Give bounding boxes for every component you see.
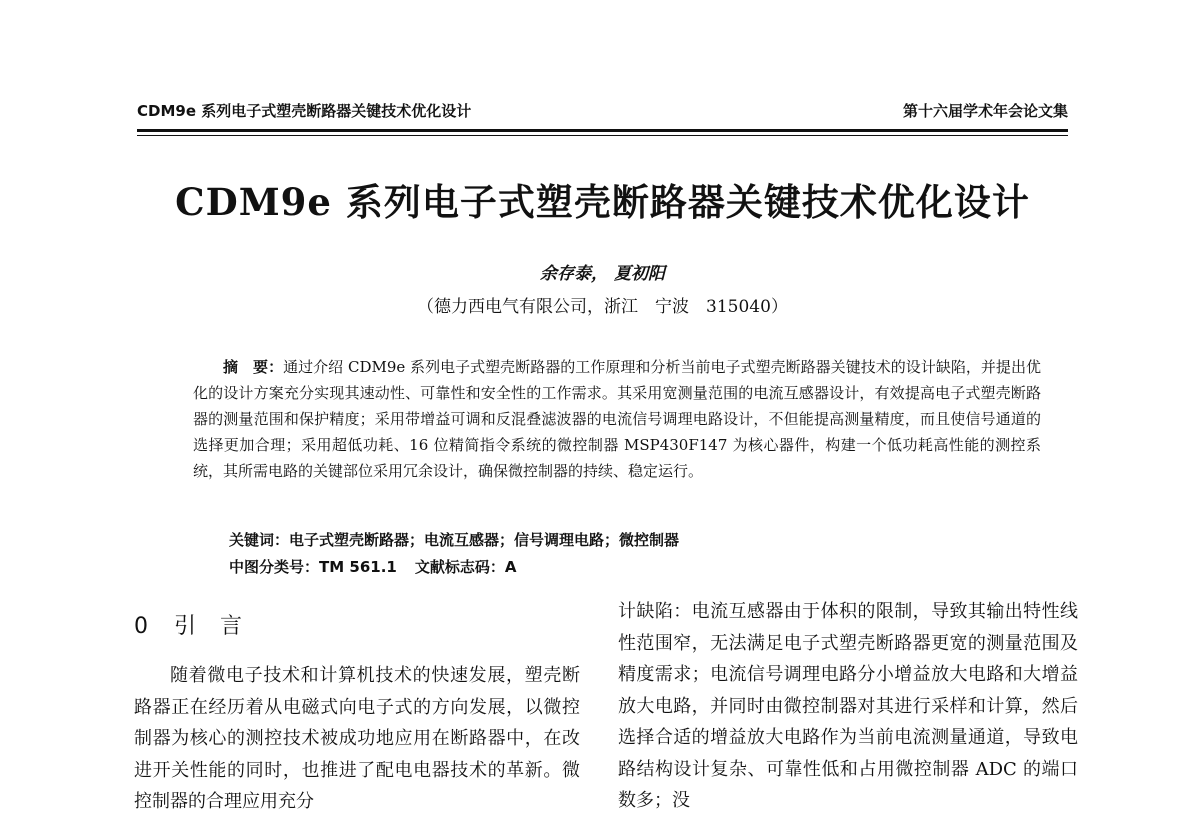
keywords-label: 关键词： (229, 531, 290, 549)
abstract-label: 摘 要： (223, 358, 284, 376)
keywords-text: 电子式塑壳断路器；电流互感器；信号调理电路；微控制器 (289, 531, 680, 549)
classification-label: 中图分类号： (229, 558, 320, 576)
keywords (229, 528, 679, 552)
authors: 余存泰， 夏初阳 (540, 264, 665, 284)
header-rule-thin (137, 135, 1068, 136)
running-header (137, 101, 1068, 129)
classification (229, 555, 516, 579)
abstract (193, 354, 1041, 484)
section-title: 引言 (174, 614, 267, 639)
document-code: A (504, 558, 517, 576)
document-code-label: 文献标志码： (414, 558, 505, 576)
body-column-right (618, 596, 1078, 817)
classification-code: TM 561.1 (319, 558, 397, 576)
header-rule-thick (137, 129, 1068, 132)
running-header-right: 第十六届学术年会论文集 (902, 102, 1068, 120)
affiliation: （德力西电气有限公司，浙江 宁波 315040） (417, 297, 788, 317)
body-paragraph-left: 随着微电子技术和计算机技术的快速发展，塑壳断路器正在经历着从电磁式向电子式的方向发展，以微控制器为核心的测控技术被成功地应用在断路器中，在改进开关性能的同时，也推进了配电电器技术的革新。微控制器的合理应用充分 (134, 665, 580, 812)
abstract-text: 通过介绍 CDM9e 系列电子式塑壳断路器的工作原理和分析当前电子式塑壳断路器关键技术的设计缺陷，并提出优化的设计方案充分实现其速动性、可靠性和安全性的工作需求。其采用宽测量范围的电流互感器设计，有效提高电子式塑壳断路器的测量范围和保护精度；采用带增益可调和反混叠滤波器的电流信号调理电路设计，不但能提高测量精度，而且使信号通道的选择更加合理；采用超低功耗、16 位精简指令系统的微控制器 MSP430F147 为核心器件，构建一个低功耗高性能的测控系统，其所需电路的关键部位采用冗余设计，确保微控制器的持续、稳定运行。 (193, 358, 1041, 480)
paper-title: CDM9e 系列电子式塑壳断路器关键技术优化设计 (175, 180, 1030, 224)
running-header-left: CDM9e 系列电子式塑壳断路器关键技术优化设计 (137, 102, 472, 120)
body-paragraph-right: 计缺陷：电流互感器由于体积的限制，导致其输出特性线性范围窄，无法满足电子式塑壳断路器更宽的测量范围及精度需求；电流信号调理电路分小增益放大电路和大增益放大电路，并同时由微控制器对其进行采样和计算，然后选择合适的增益放大电路作为当前电流测量通道，导致电路结构设计复杂、可靠性低和占用微控制器 ADC 的端口数多；没 (618, 601, 1078, 811)
body-column-left (134, 596, 580, 818)
section-number: 0 (134, 614, 152, 639)
section-heading-introduction (134, 612, 580, 642)
